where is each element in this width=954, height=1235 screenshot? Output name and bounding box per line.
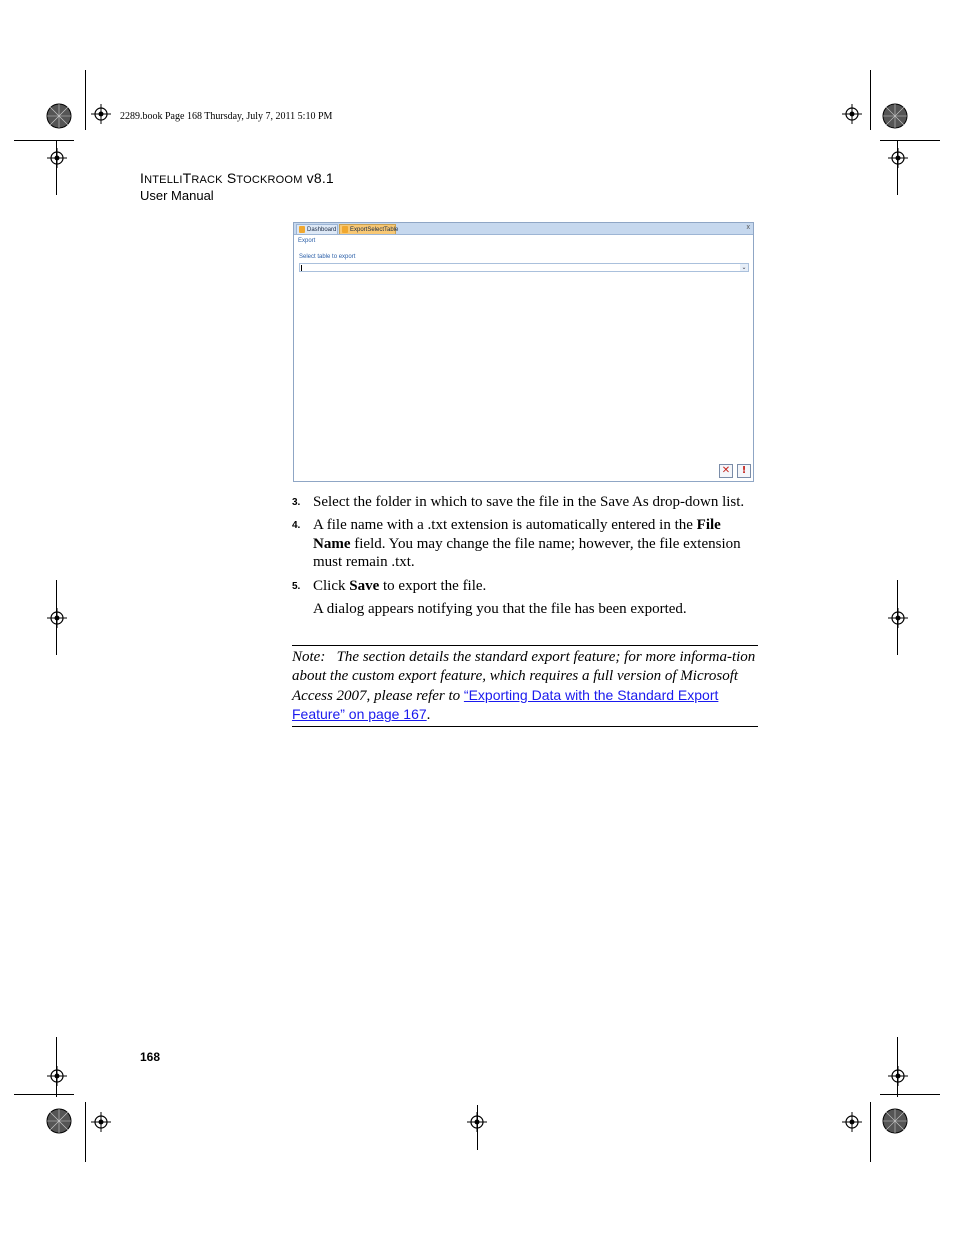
step-text (313, 577, 758, 596)
registration-mark-icon (47, 1066, 67, 1086)
note-bottom-rule (292, 726, 758, 727)
step-text (313, 516, 758, 572)
note-text: The section details the standard export feature; for more informa-tion about the custom export feature, which requires a full version of Microsoft Access 2007, please refer to (292, 649, 756, 704)
table-select-label: Select table to export (299, 254, 356, 260)
step-number: 4. (292, 520, 301, 531)
note-top-rule (292, 645, 758, 646)
registration-mark-icon (842, 1112, 862, 1132)
cross-reference-link[interactable]: “Exporting Data with the Standard Export Feature” on page 167 (292, 686, 719, 723)
tab-label: ExportSelectTable (350, 227, 399, 233)
form-icon (299, 226, 305, 233)
header-initial-s: S (226, 170, 237, 186)
document-tab-bar (294, 223, 753, 235)
step-text-post: field. You may change the file name; however, the file extension must remain .txt. (313, 535, 741, 570)
color-bar-rosette-icon (882, 103, 908, 129)
cancel-button[interactable]: ✕ (719, 464, 733, 478)
print-slug: 2289.book Page 168 Thursday, July 7, 2011 5:10 PM (120, 111, 333, 122)
registration-mark-icon (888, 608, 908, 628)
color-bar-rosette-icon (882, 1108, 908, 1134)
header-smallcaps-ntelli: NTELLI (144, 174, 183, 186)
field-name-bold: File Name (313, 517, 721, 552)
header-version: v8.1 (302, 170, 334, 186)
text-caret (301, 265, 302, 271)
running-header-subtitle: User Manual (140, 188, 214, 203)
registration-mark-icon (47, 148, 67, 168)
header-smallcaps-tockroom: TOCKROOM (236, 174, 303, 186)
export-form-screenshot (293, 222, 754, 482)
tab-dashboard[interactable] (296, 224, 338, 234)
registration-mark-icon (47, 608, 67, 628)
registration-mark-icon (467, 1112, 487, 1132)
table-select-dropdown[interactable] (299, 263, 749, 272)
note-label: Note: (292, 649, 326, 665)
step-text: Select the folder in which to save the file in the Save As drop-down list. (313, 494, 745, 510)
step-number: 3. (292, 497, 301, 508)
step-text-post: to export the file. (379, 578, 487, 594)
note-end: . (426, 707, 431, 724)
page-number: 168 (140, 1050, 161, 1064)
header-initial-i: I (140, 170, 145, 186)
step-number: 5. (292, 581, 301, 592)
run-export-button[interactable]: ! (737, 464, 751, 478)
form-icon (342, 226, 348, 233)
note-block (292, 648, 758, 725)
save-bold: Save (349, 578, 380, 594)
running-header-title (140, 170, 334, 186)
registration-mark-icon (842, 104, 862, 124)
chevron-down-icon[interactable]: ⌄ (741, 264, 747, 271)
registration-mark-icon (888, 148, 908, 168)
followup-paragraph: A dialog appears notifying you that the file has been exported. (313, 601, 687, 617)
registration-mark-icon (888, 1066, 908, 1086)
registration-mark-icon (91, 104, 111, 124)
tab-label: Dashboard (307, 227, 337, 233)
color-bar-rosette-icon (46, 1108, 72, 1134)
step-text-pre: A file name with a .txt extension is automatically entered in the (313, 517, 697, 533)
form-title: Export (298, 238, 316, 244)
registration-mark-icon (91, 1112, 111, 1132)
color-bar-rosette-icon (46, 103, 72, 129)
close-icon[interactable]: x (746, 224, 750, 231)
header-smallcaps-rack: RACK (191, 174, 223, 186)
tab-export-select-table[interactable] (339, 224, 399, 234)
step-text-pre: Click (313, 578, 350, 594)
header-initial-t: T (182, 170, 192, 186)
